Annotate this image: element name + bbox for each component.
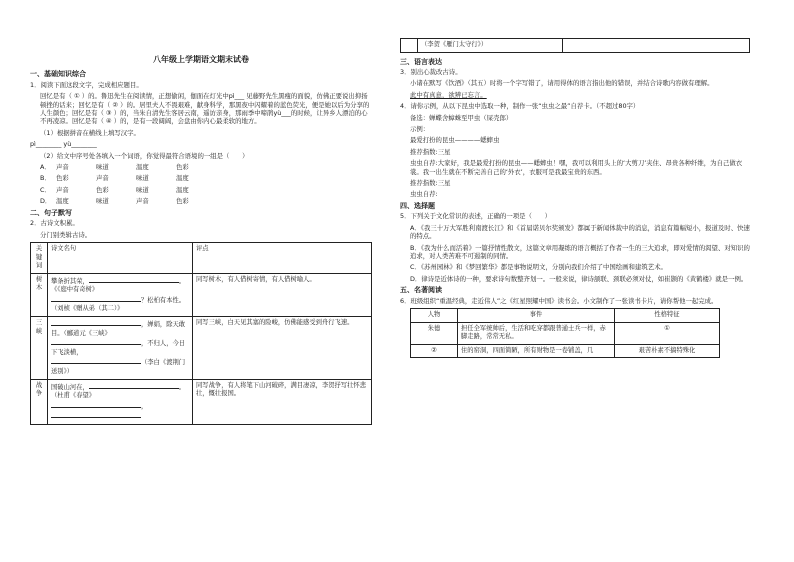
card-event: 住的窑洞，四面简陋，所有财物是一卷铺盖，几 — [458, 344, 615, 358]
q3-stem: 3．别出心裁改古诗。 — [400, 68, 462, 76]
q1-option-b[interactable]: B． 色彩 声音 味道 温度 — [40, 174, 189, 183]
q2-stem: 2．古诗文积累。 — [30, 219, 79, 228]
table-row — [411, 322, 720, 344]
reading-card-table — [410, 308, 720, 358]
q5-option-d[interactable]: D．律诗是近体诗的一种，要求诗句数整齐划一。一般来说，律诗颔联、颈联必须对仗，如崔颢的《黄鹤楼》就是一例。 — [410, 274, 748, 283]
q1-option-d[interactable]: D． 温度 味道 声音 色彩 — [40, 197, 189, 206]
header-poem: 诗文名句 — [48, 242, 193, 273]
q1-options — [30, 163, 372, 206]
card-trait[interactable]: ① — [615, 322, 720, 344]
row-keyword: 战争 — [31, 379, 48, 424]
page-title: 八年级上学期语文期末试卷 — [153, 55, 249, 64]
card-header-trait: 性格特征 — [615, 308, 720, 322]
q4-guide2: 推荐指数:三星 — [410, 179, 451, 188]
q4-options: 备选：蝉蝶舍蟑蛛至甲虫（屎壳郎） — [410, 113, 513, 122]
q4-best: 最爱打扮的昆虫————蟋蟀虫 — [410, 136, 500, 145]
table-row — [31, 317, 372, 380]
row-poem[interactable]: 攀条折其荣， 。《《庭中有奇树》 ？松柏有本性。（刘桢《赠从弟（其二）》 — [48, 273, 193, 316]
table-row — [31, 273, 372, 316]
card-header-event: 事件 — [458, 308, 615, 322]
q5-stem: 5．下列关于文化常识的表述，正确的一项是（ ） — [400, 212, 552, 221]
q1-option-a[interactable]: A． 声音 味道 温度 色彩 — [40, 163, 189, 172]
row-keyword: 三峡 — [31, 317, 48, 380]
q1-sub2: （2）给文中序号处各填入一个词语，你觉得最符合语境的一组是（ ） — [40, 151, 249, 160]
q2-sub: 分门别类辑古诗。 — [40, 230, 92, 239]
card-trait: 艰苦朴素不搞特殊化 — [615, 344, 720, 358]
q1-stem: 1．阅读下面这段文字，完成相应题目。 — [30, 80, 143, 89]
section-2-title: 二、句子默写 — [30, 208, 72, 217]
section-1-title: 一、基础知识综合 — [30, 70, 86, 79]
q5-option-b[interactable]: B．《我为什么而活着》一篇抒情性散文，这篇文章用凝练的语言概括了作者一生的三大追求，即对爱情的渴望、对知识的追求，对人类苦难不可遏制的同情。 — [410, 243, 750, 260]
q5-option-c[interactable]: C．《苏州园林》和《梦回繁华》都是事物说明文，分别向我们介绍了中国绘画和建筑艺术。 — [410, 263, 667, 272]
continued-poem-cell: （李贺《雁门太守行》） — [418, 39, 563, 53]
header-comment: 评点 — [193, 242, 372, 273]
row-poem[interactable]: 国破山河在， 。（杜甫《春望》 ， — [48, 379, 193, 424]
table-row — [31, 379, 372, 424]
left-column — [30, 0, 372, 425]
q4-self2[interactable]: 虫虫自荐: — [410, 190, 438, 199]
row-keyword: 树木 — [31, 273, 48, 316]
q1-pinyin-blanks[interactable]: pì________ yù________ — [30, 140, 97, 149]
q4-stem: 4．请你示例，从以下昆虫中选取一种，制作一张“虫虫之最”自荐卡。（不超过80字） — [400, 102, 640, 111]
continued-table — [400, 38, 750, 53]
q1-sub1: （1）根据拼音在横线上填写汉字。 — [40, 128, 140, 137]
q5-option-a[interactable]: A．《我三十万大军胜利南渡长江》和《首届诺贝尔奖颁发》都属于新闻体裁中的消息，消息有篇幅短小，报道及时、快速的特点。 — [410, 223, 750, 241]
right-column — [400, 0, 750, 358]
table-row — [411, 344, 720, 358]
row-comment: 同写树木，有人借树寄情，有人借树喻人。 — [193, 273, 372, 316]
card-person: 朱德 — [411, 322, 458, 344]
poetry-table — [30, 242, 372, 425]
card-event: 担任全军统帅后，生活和吃穿都跟普通士兵一样，赤脚走路，常常无私。 — [458, 322, 615, 344]
section-3-title: 三、语言表达 — [400, 57, 442, 66]
row-comment: 同写三峡，白天见其塞的险峻，仿佛能感受到舟行飞速。 — [193, 317, 372, 380]
q3-quote: 此中有真意，欲辨已忘言。 — [410, 90, 487, 99]
header-keyword: 关键词 — [31, 242, 48, 273]
q1-option-c[interactable]: C． 声音 色彩 味道 温度 — [40, 185, 189, 194]
row-comment: 同写战争，有人将笔下山河破碎，满目凄凉，李贺抒写壮怀悲壮，慨壮报国。 — [193, 379, 372, 424]
section-5-title: 五、名著阅读 — [400, 286, 442, 295]
q3-text: 小诸在默写《饮酒》（其五）时将一个字写错了，请用得体的语言指出他的错误，并结合诗歌内容做有理解。 — [410, 79, 714, 88]
card-person[interactable]: ② — [411, 344, 458, 358]
q4-example-label: 示例： — [410, 125, 430, 134]
q6-stem: 6．班级组织“重温经典，走近伟人”之《红星照耀中国》读书会。小文制作了一张读书卡片，请你帮他一起完成。 — [400, 296, 718, 305]
row-poem[interactable]: ，婵娟，除天敢目。（郦道元《三峡》 ，不归人，今日下飞淡横， （李白《渡荆门送别》） — [48, 317, 193, 380]
q4-self: 虫虫自荐:大家好，我是最爱打扮的昆虫——蟋蟀虫！嘿，我可以利用头上的‘大剪刀’夹住、昂贵各种纤维，为自己做衣裳。我一出生就在不断完善自己的‘外衣’，衣服可是我最宝贵的东西。 — [410, 159, 743, 176]
card-header-person: 人物 — [411, 308, 458, 322]
q1-passage: 回忆是有（ ① ）的。鲁迅先生在阅读情，正想偷闲，伽面在灯光中pì___ 见藤野先生黑瘦的面貌，仿佛正要说出抑扬顿挫的话来；回忆是有（ ② ）的。居里夫人不畏艰难，献身科学，那黑夜中闪耀着的蓝色荧光，便是她以后为分享的人生颜色；回忆是有（ ③ ）的，当朱自清先生客居云南，遥访亲身，那雨季中啼鹃yù___的时候，让异乡人漂泊的心不再凌凉。回忆是有（ ④ ）的，是有一段阔阔，会盘由你内心最柔软的地方。 — [40, 92, 370, 126]
q4-guide: 推荐指数:三星 — [410, 147, 451, 156]
section-4-title: 四、选择题 — [400, 201, 435, 210]
